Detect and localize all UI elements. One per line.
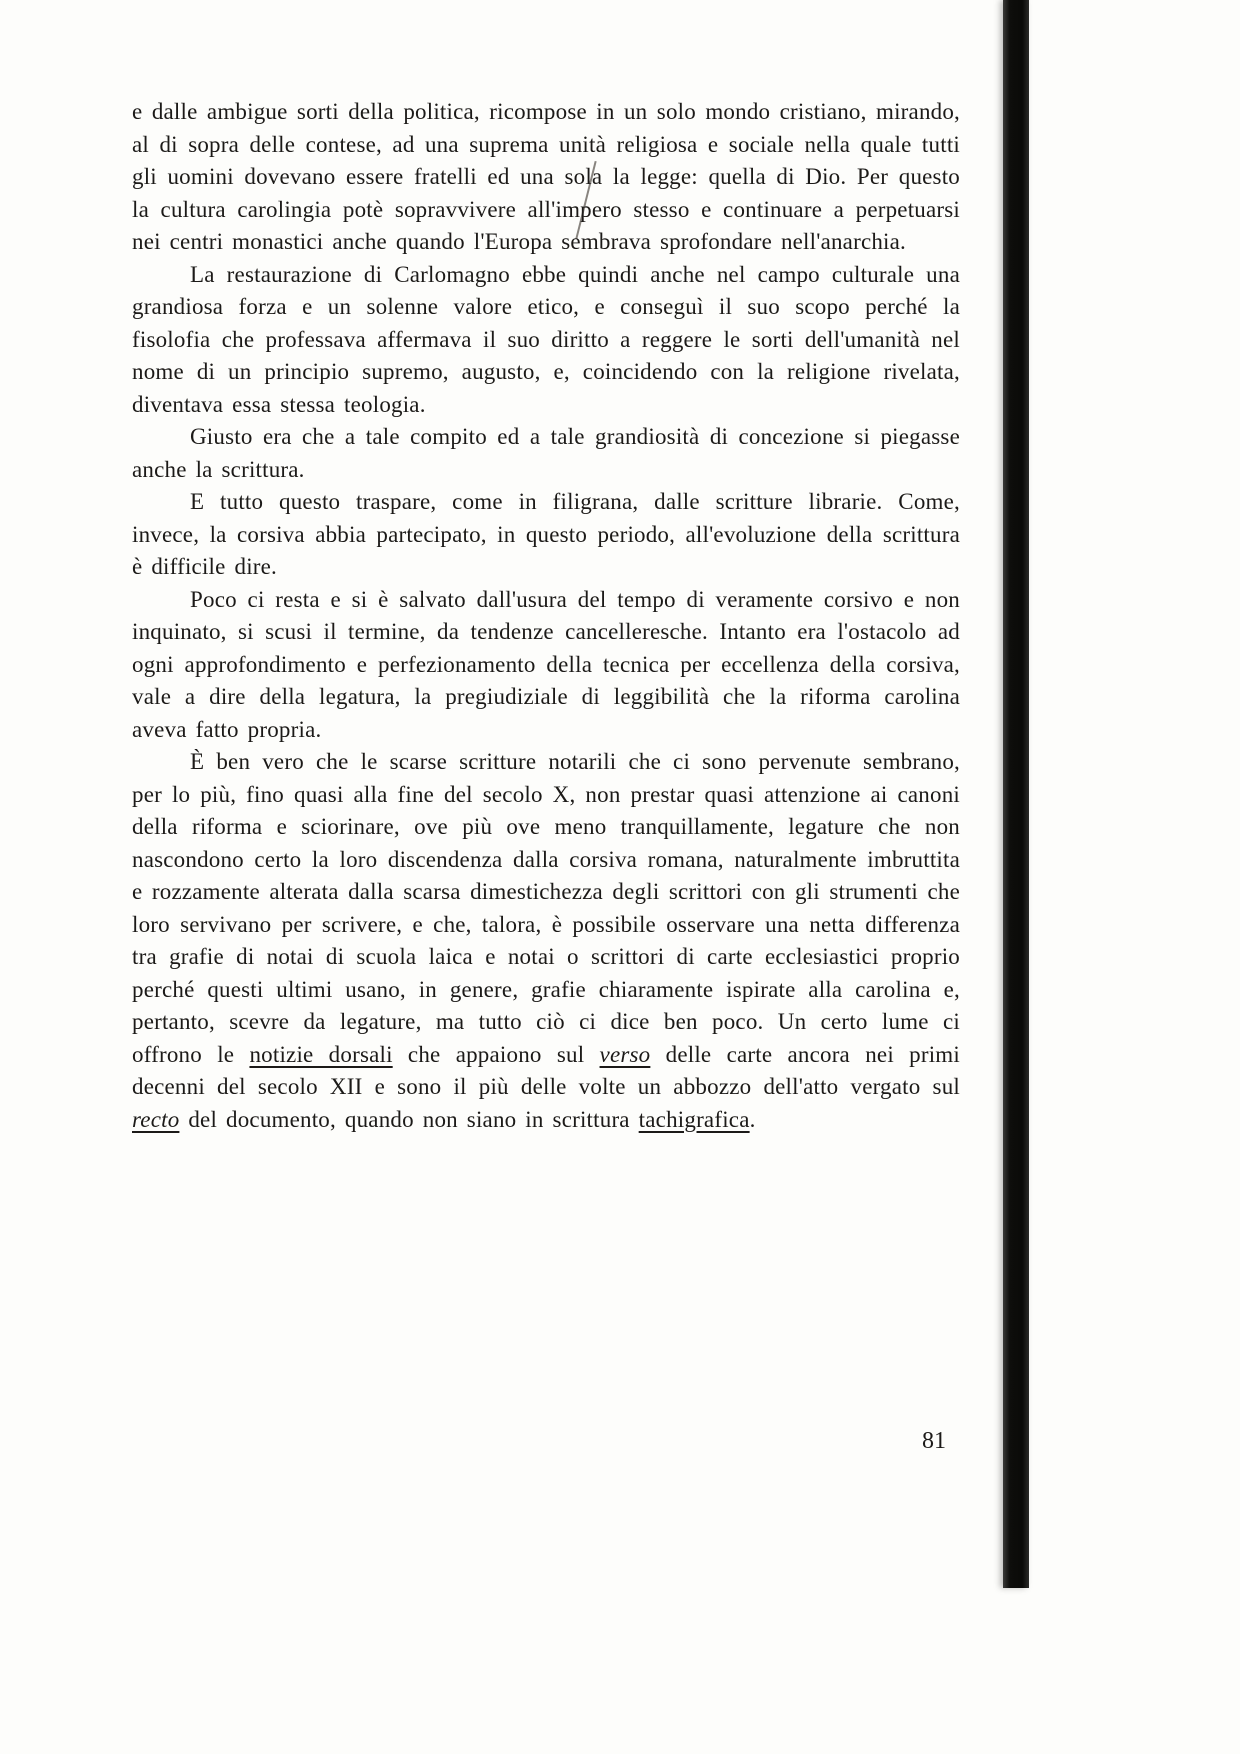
text-segment: E tutto questo traspare, come in filigrana, dalle scritture librarie. Come, invece, la corsiva abbia partecipato, in questo periodo, all'evoluzione della scrittura è difficile dire. xyxy=(132,489,960,579)
paragraph xyxy=(132,421,960,486)
text-segment: che appaiono sul xyxy=(392,1041,600,1067)
text-segment: Giusto era che a tale compito ed a tale grandiosità di concezione si piegasse anche la scrittura. xyxy=(132,424,960,482)
text-segment: . xyxy=(749,1106,756,1132)
text-segment: tachigrafica xyxy=(638,1106,750,1132)
text-block xyxy=(132,96,960,1136)
text-segment: Poco ci resta e si è salvato dall'usura del tempo di veramente corsivo e non inquinato, si scusi il termine, da tendenze cancelleresche. Intanto era l'ostacolo ad ogni approfondimento e perfezionamento della tecnica per eccellenza della corsiva, vale a dire della legatura, la pregiudiziale di leggibilità che la riforma carolina aveva fatto propria. xyxy=(132,586,960,742)
text-segment: verso xyxy=(599,1041,651,1067)
paragraph xyxy=(132,96,960,259)
text-segment: delle carte ancora nei primi decenni del secolo XII e sono il più delle volte un abbozzo dell'atto vergato sul xyxy=(132,1041,960,1099)
text-segment: La restaurazione di Carlomagno ebbe quindi anche nel campo culturale una grandiosa forza e un solenne valore etico, e conseguì il suo scopo perché la fisolofia che professava affermava il suo diritto a reggere le sorti dell'umanità nel nome di un principio supremo, augusto, e, coincidendo con la religione rivelata, diventava essa stessa teologia. xyxy=(132,261,960,417)
text-segment: recto xyxy=(132,1106,180,1132)
text-segment: È ben vero che le scarse scritture notarili che ci sono pervenute sembrano, per lo più, fino quasi alla fine del secolo X, non prestar quasi attenzione ai canoni della riforma e sciorinare, ove più ove meno tranquillamente, legature che non nascondono certo la loro discendenza dalla corsiva romana, naturalmente imbruttita e rozzamente alterata dalla scarsa dimestichezza degli scrittori con gli strumenti che loro servivano per scrivere, e che, talora, è possibile osservare una netta differenza tra grafie di notai di scuola laica e notai o scrittori di carte ecclesiastici proprio perché questi ultimi usano, in genere, grafie chiaramente ispirate alla carolina e, pertanto, scevre da legature, ma tutto ciò ci dice ben poco. Un certo lume ci offrono le xyxy=(132,749,960,1067)
paragraph xyxy=(132,486,960,584)
text-segment: e dalle ambigue sorti della politica, ricompose in un solo mondo cristiano, mirando, al di sopra delle contese, ad una suprema unità religiosa e sociale nella quale tutti gli uomini dovevano essere fratelli ed una sola la legge: quella di Dio. Per questo la cultura carolingia potè sopravvivere all'impero stesso e continuare a perpetuarsi nei centri monastici anche quando l'Europa sembrava sprofondare nell'anarchia. xyxy=(132,99,960,254)
text-segment: del documento, quando non siano in scrittura xyxy=(179,1106,639,1132)
text-segment: notizie dorsali xyxy=(249,1041,393,1067)
paragraph xyxy=(132,746,960,1136)
paragraph xyxy=(132,584,960,747)
page-number: 81 xyxy=(922,1428,946,1454)
paragraph xyxy=(132,259,960,422)
scan-edge-bar xyxy=(1003,0,1029,1588)
